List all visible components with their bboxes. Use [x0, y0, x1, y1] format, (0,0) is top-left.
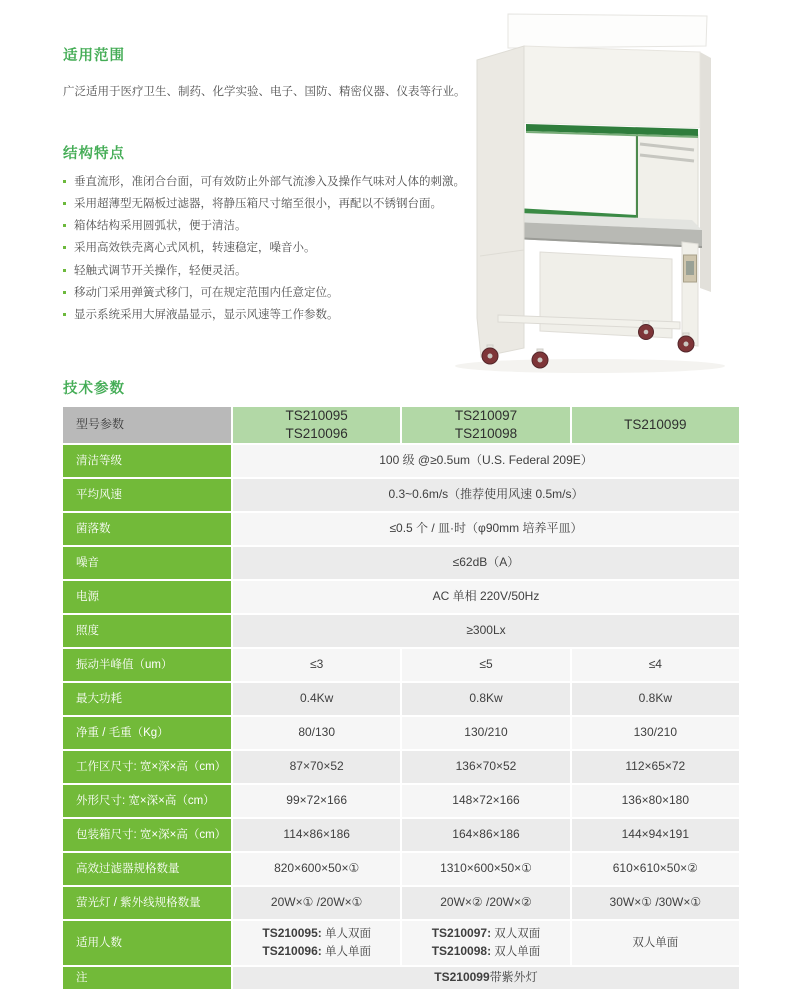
- spec-value: 136×80×180: [572, 785, 739, 817]
- cell-text: [262, 925, 371, 943]
- spec-row-label: 清洁等级: [63, 445, 231, 477]
- model-number: TS210095:: [262, 926, 322, 941]
- spec-value: 164×86×186: [402, 819, 569, 851]
- spec-value: 20W×② /20W×②: [402, 887, 569, 919]
- spec-header-model: [233, 407, 400, 443]
- bullet-icon: [63, 269, 66, 272]
- cell-text: TS210096: [285, 426, 348, 441]
- spec-row-label: 照度: [63, 615, 231, 647]
- spec-value: [572, 921, 739, 965]
- spec-row-label: 外形尺寸: 宽×深×高（cm）: [63, 785, 231, 817]
- feature-text: 移动门采用弹簧式移门，可在规定范围内任意定位。: [74, 286, 339, 299]
- cell-text: 双人双面: [494, 928, 541, 941]
- bullet-icon: [63, 202, 66, 205]
- spec-table: [63, 407, 739, 989]
- feature-item: [63, 265, 483, 278]
- spec-value: 1310×600×50×①: [402, 853, 569, 885]
- spec-row-value: [233, 967, 739, 989]
- spec-row-label: 萤光灯 / 紫外线规格数量: [63, 887, 231, 919]
- clean-bench-illustration: [440, 4, 796, 376]
- spec-row-value: ≤62dB（A）: [233, 547, 739, 579]
- spec-header-label: 型号参数: [63, 407, 231, 443]
- spec-row-label: 噪音: [63, 547, 231, 579]
- cell-text: [432, 943, 541, 961]
- spec-value: ≤4: [572, 649, 739, 681]
- spec-row-label: 平均风速: [63, 479, 231, 511]
- spec-row-label: 高效过滤器规格数量: [63, 853, 231, 885]
- bullet-icon: [63, 313, 66, 316]
- cell-text: [432, 925, 541, 943]
- spec-value: 144×94×191: [572, 819, 739, 851]
- cell-text: 双人单面: [632, 936, 679, 949]
- spec-value: 30W×① /30W×①: [572, 887, 739, 919]
- feature-text: 显示系统采用大屏液晶显示，显示风速等工作参数。: [74, 308, 339, 321]
- spec-value: ≤3: [233, 649, 400, 681]
- spec-row-label: 菌落数: [63, 513, 231, 545]
- cell-text: 带紫外灯: [489, 970, 538, 985]
- feature-item: [63, 176, 483, 189]
- feature-text: 垂直流形，准闭合台面，可有效防止外部气流渗入及操作气味对人体的刺激。: [74, 176, 465, 188]
- spec-value: ≤5: [402, 649, 569, 681]
- spec-row-label: 工作区尺寸: 宽×深×高（cm）: [63, 751, 231, 783]
- spec-value: 0.8Kw: [572, 683, 739, 715]
- section-title-features: 结构特点: [63, 146, 125, 162]
- feature-item: [63, 198, 483, 211]
- spec-value: [402, 921, 569, 965]
- cell-text: [632, 935, 678, 952]
- bullet-icon: [63, 246, 66, 249]
- feature-text: 轻触式调节开关操作，轻便灵活。: [74, 264, 247, 277]
- spec-value: 20W×① /20W×①: [233, 887, 400, 919]
- spec-row-label: 最大功耗: [63, 683, 231, 715]
- cell-text: 单人双面: [324, 928, 371, 941]
- spec-row-label: 包装箱尺寸: 宽×深×高（cm）: [63, 819, 231, 851]
- spec-row-value: ≥300Lx: [233, 615, 739, 647]
- model-number: TS210096:: [262, 944, 322, 958]
- spec-row-label: 电源: [63, 581, 231, 613]
- spec-value: 99×72×166: [233, 785, 400, 817]
- spec-value: 610×610×50×②: [572, 853, 739, 885]
- spec-value: 0.4Kw: [233, 683, 400, 715]
- spec-value: 114×86×186: [233, 819, 400, 851]
- spec-value: 112×65×72: [572, 751, 739, 783]
- bullet-icon: [63, 180, 66, 183]
- feature-item: [63, 309, 483, 322]
- bullet-icon: [63, 291, 66, 294]
- spec-value: 820×600×50×①: [233, 853, 400, 885]
- spec-value: 0.8Kw: [402, 683, 569, 715]
- section-title-scope: 适用范围: [63, 48, 125, 64]
- spec-value: 87×70×52: [233, 751, 400, 783]
- product-image: [440, 4, 796, 376]
- feature-item: [63, 242, 483, 255]
- spec-header-model: [402, 407, 569, 443]
- cell-text: TS210097: [454, 408, 518, 424]
- spec-value: 148×72×166: [402, 785, 569, 817]
- feature-text: 采用超薄型无隔板过滤器，将静压箱尺寸缩至很小，再配以不锈钢台面。: [74, 198, 442, 211]
- spec-row-label: 振动半峰值（um）: [63, 649, 231, 681]
- cell-text: 双人单面: [494, 946, 541, 958]
- model-number: TS210097:: [431, 926, 492, 941]
- spec-header-model: [572, 407, 739, 443]
- model-number: TS210099: [434, 970, 490, 985]
- spec-row-label: 适用人数: [63, 921, 231, 965]
- cell-text: TS210098: [454, 426, 518, 441]
- spec-row-value: 100 级 @≥0.5um（U.S. Federal 209E）: [233, 445, 739, 477]
- section-title-specs: 技术参数: [63, 381, 125, 397]
- cell-text: TS210099: [624, 417, 687, 433]
- spec-row-value: ≤0.5 个 / 皿·时（φ90mm 培养平皿）: [233, 513, 739, 545]
- spec-value: [233, 921, 400, 965]
- spec-row-label: 净重 / 毛重（Kg）: [63, 717, 231, 749]
- spec-value: 80/130: [233, 717, 400, 749]
- bullet-icon: [63, 224, 66, 227]
- cell-text: [262, 943, 371, 961]
- feature-item: [63, 287, 483, 300]
- feature-text: 箱体结构采用圆弧状，便于清洁。: [74, 220, 247, 233]
- cell-text: 单人单面: [324, 946, 371, 958]
- spec-value: 136×70×52: [402, 751, 569, 783]
- cell-text: TS210095: [285, 408, 348, 424]
- model-number: TS210098:: [431, 944, 492, 958]
- spec-row-label: 注: [63, 967, 231, 989]
- spec-value: 130/210: [402, 717, 569, 749]
- feature-text: 采用高效铁壳离心式风机，转速稳定，噪音小。: [74, 242, 316, 255]
- spec-row-value: 0.3~0.6m/s（推荐使用风速 0.5m/s）: [233, 479, 739, 511]
- spec-value: 130/210: [572, 717, 739, 749]
- feature-list: [63, 176, 483, 331]
- spec-row-value: AC 单相 220V/50Hz: [233, 581, 739, 613]
- feature-item: [63, 220, 483, 233]
- scope-text: 广泛适用于医疗卫生、制药、化学实验、电子、国防、精密仪器、仪表等行业。: [63, 86, 466, 98]
- cell-text: [434, 970, 537, 986]
